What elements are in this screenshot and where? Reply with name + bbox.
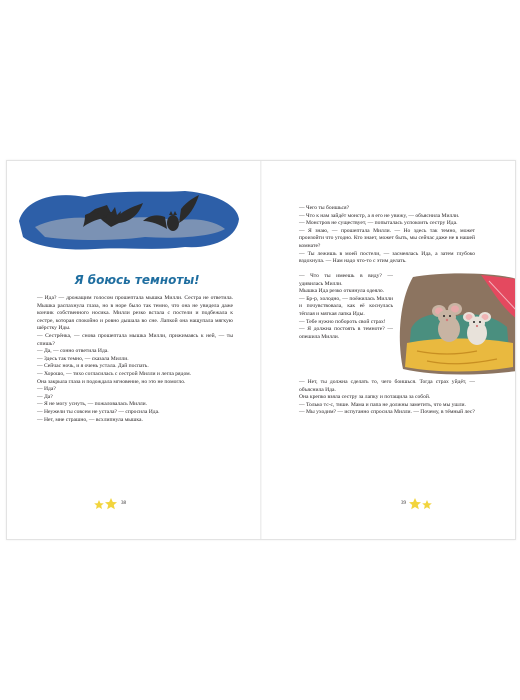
- star-icon: [93, 497, 119, 511]
- page-number: 38: [121, 501, 126, 506]
- paragraph: — Сейчас ночь, и я очень устала. Дай поспать.: [37, 363, 149, 370]
- left-page-text: [37, 295, 233, 424]
- left-page: [7, 161, 261, 539]
- chapter-title: Я боюсь темноты!: [74, 273, 200, 287]
- paragraph: — Бр-р, холодно, — поёжилась Милли и почувствовала, как её коснулась тёплая и мягкая лапка Иды.: [299, 295, 393, 317]
- paragraph: — Что к нам зайдёт монстр, а я его не увижу, — объяснила Милли.: [299, 212, 460, 219]
- paragraph: — Нет, мне страшно, — всхлипнула мышка.: [37, 416, 143, 423]
- book-spread: [6, 160, 516, 540]
- paragraph: — Я не могу уснуть, — пожаловалась Милли.: [37, 401, 148, 408]
- paragraph: — Тебе нужно побороть свой страх!: [299, 318, 386, 325]
- right-page-text-bottom: [299, 379, 475, 417]
- paragraph: — Да?: [37, 393, 53, 400]
- paragraph: Она крепко взяла сестру за лапку и потащила за собой.: [299, 394, 431, 401]
- right-page-text-wrap: [299, 273, 393, 341]
- paragraph: Мышка Ида резко откинула одеяло.: [299, 288, 385, 295]
- paragraph: — Неужели ты совсем не устала? — спросила Ида.: [37, 408, 160, 415]
- right-page: [261, 161, 515, 539]
- mice-in-bed-illustration: [397, 271, 515, 377]
- paragraph: — Да, — сонно ответила Ида.: [37, 348, 109, 355]
- paragraph: — Нет, ты должна сделать то, чего боишься. Тогда страх уйдёт, — объяснила Ида.: [299, 379, 475, 393]
- paragraph: — Я знаю, — прошептала Милли. — Но здесь так темно, может произойти что угодно. Кто знает, может быть, мы сейчас даже не в нашей комнате?: [299, 227, 475, 249]
- paragraph: — Мы уходим? — испуганно спросила Милли. — Почему, в тёмный лес?: [299, 409, 475, 416]
- right-page-text-top: [299, 205, 475, 266]
- paragraph: — Хорошо, — тихо согласилась с сестрой Милли и легла рядом.: [37, 370, 192, 377]
- paragraph: — Я должна постоять в темноте? — опешила Милли.: [299, 326, 393, 340]
- bat-illustration: [15, 187, 241, 253]
- star-icon: [407, 497, 433, 511]
- paragraph: Она закрыла глаза и подождала мгновение, но это не помогло.: [37, 378, 186, 385]
- paragraph: — Ты лежишь в моей постели, — засмеялась Ида, а затем глубоко вздохнула. — Нам надо что-то с этим делать.: [299, 250, 475, 265]
- paragraph: — Ида? — дрожащим голосом прошептала мышка Милли. Сестра не ответила. Мышка распахнула глаза, но в норе было так темно, что она не увидела даже кончик собственного носика. Милли резко встала с постели и подбежала к сестре, которая спокойно и ровно дышала во сне. Лапкой она нащупала мягкую шёрстку Иды.: [37, 295, 233, 332]
- paragraph: — Чего ты боишься?: [299, 205, 350, 211]
- paragraph: — Только тс-с, тише. Мама и папа не должны заметить, что мы ушли.: [299, 401, 466, 408]
- paragraph: — Здесь так темно, — сказала Милли.: [37, 355, 129, 362]
- paragraph: — Монстров не существует, — попыталась успокоить сестру Ида.: [299, 220, 458, 227]
- paragraph: — Ида?: [37, 386, 56, 393]
- paragraph: — Сестрёнка, — снова прошептала мышка Милли, прижимаясь к ней, — ты спишь?: [37, 332, 233, 347]
- page-number: 39: [401, 501, 406, 506]
- paragraph: — Что ты имеешь в виду? — удивилась Милли.: [299, 273, 393, 287]
